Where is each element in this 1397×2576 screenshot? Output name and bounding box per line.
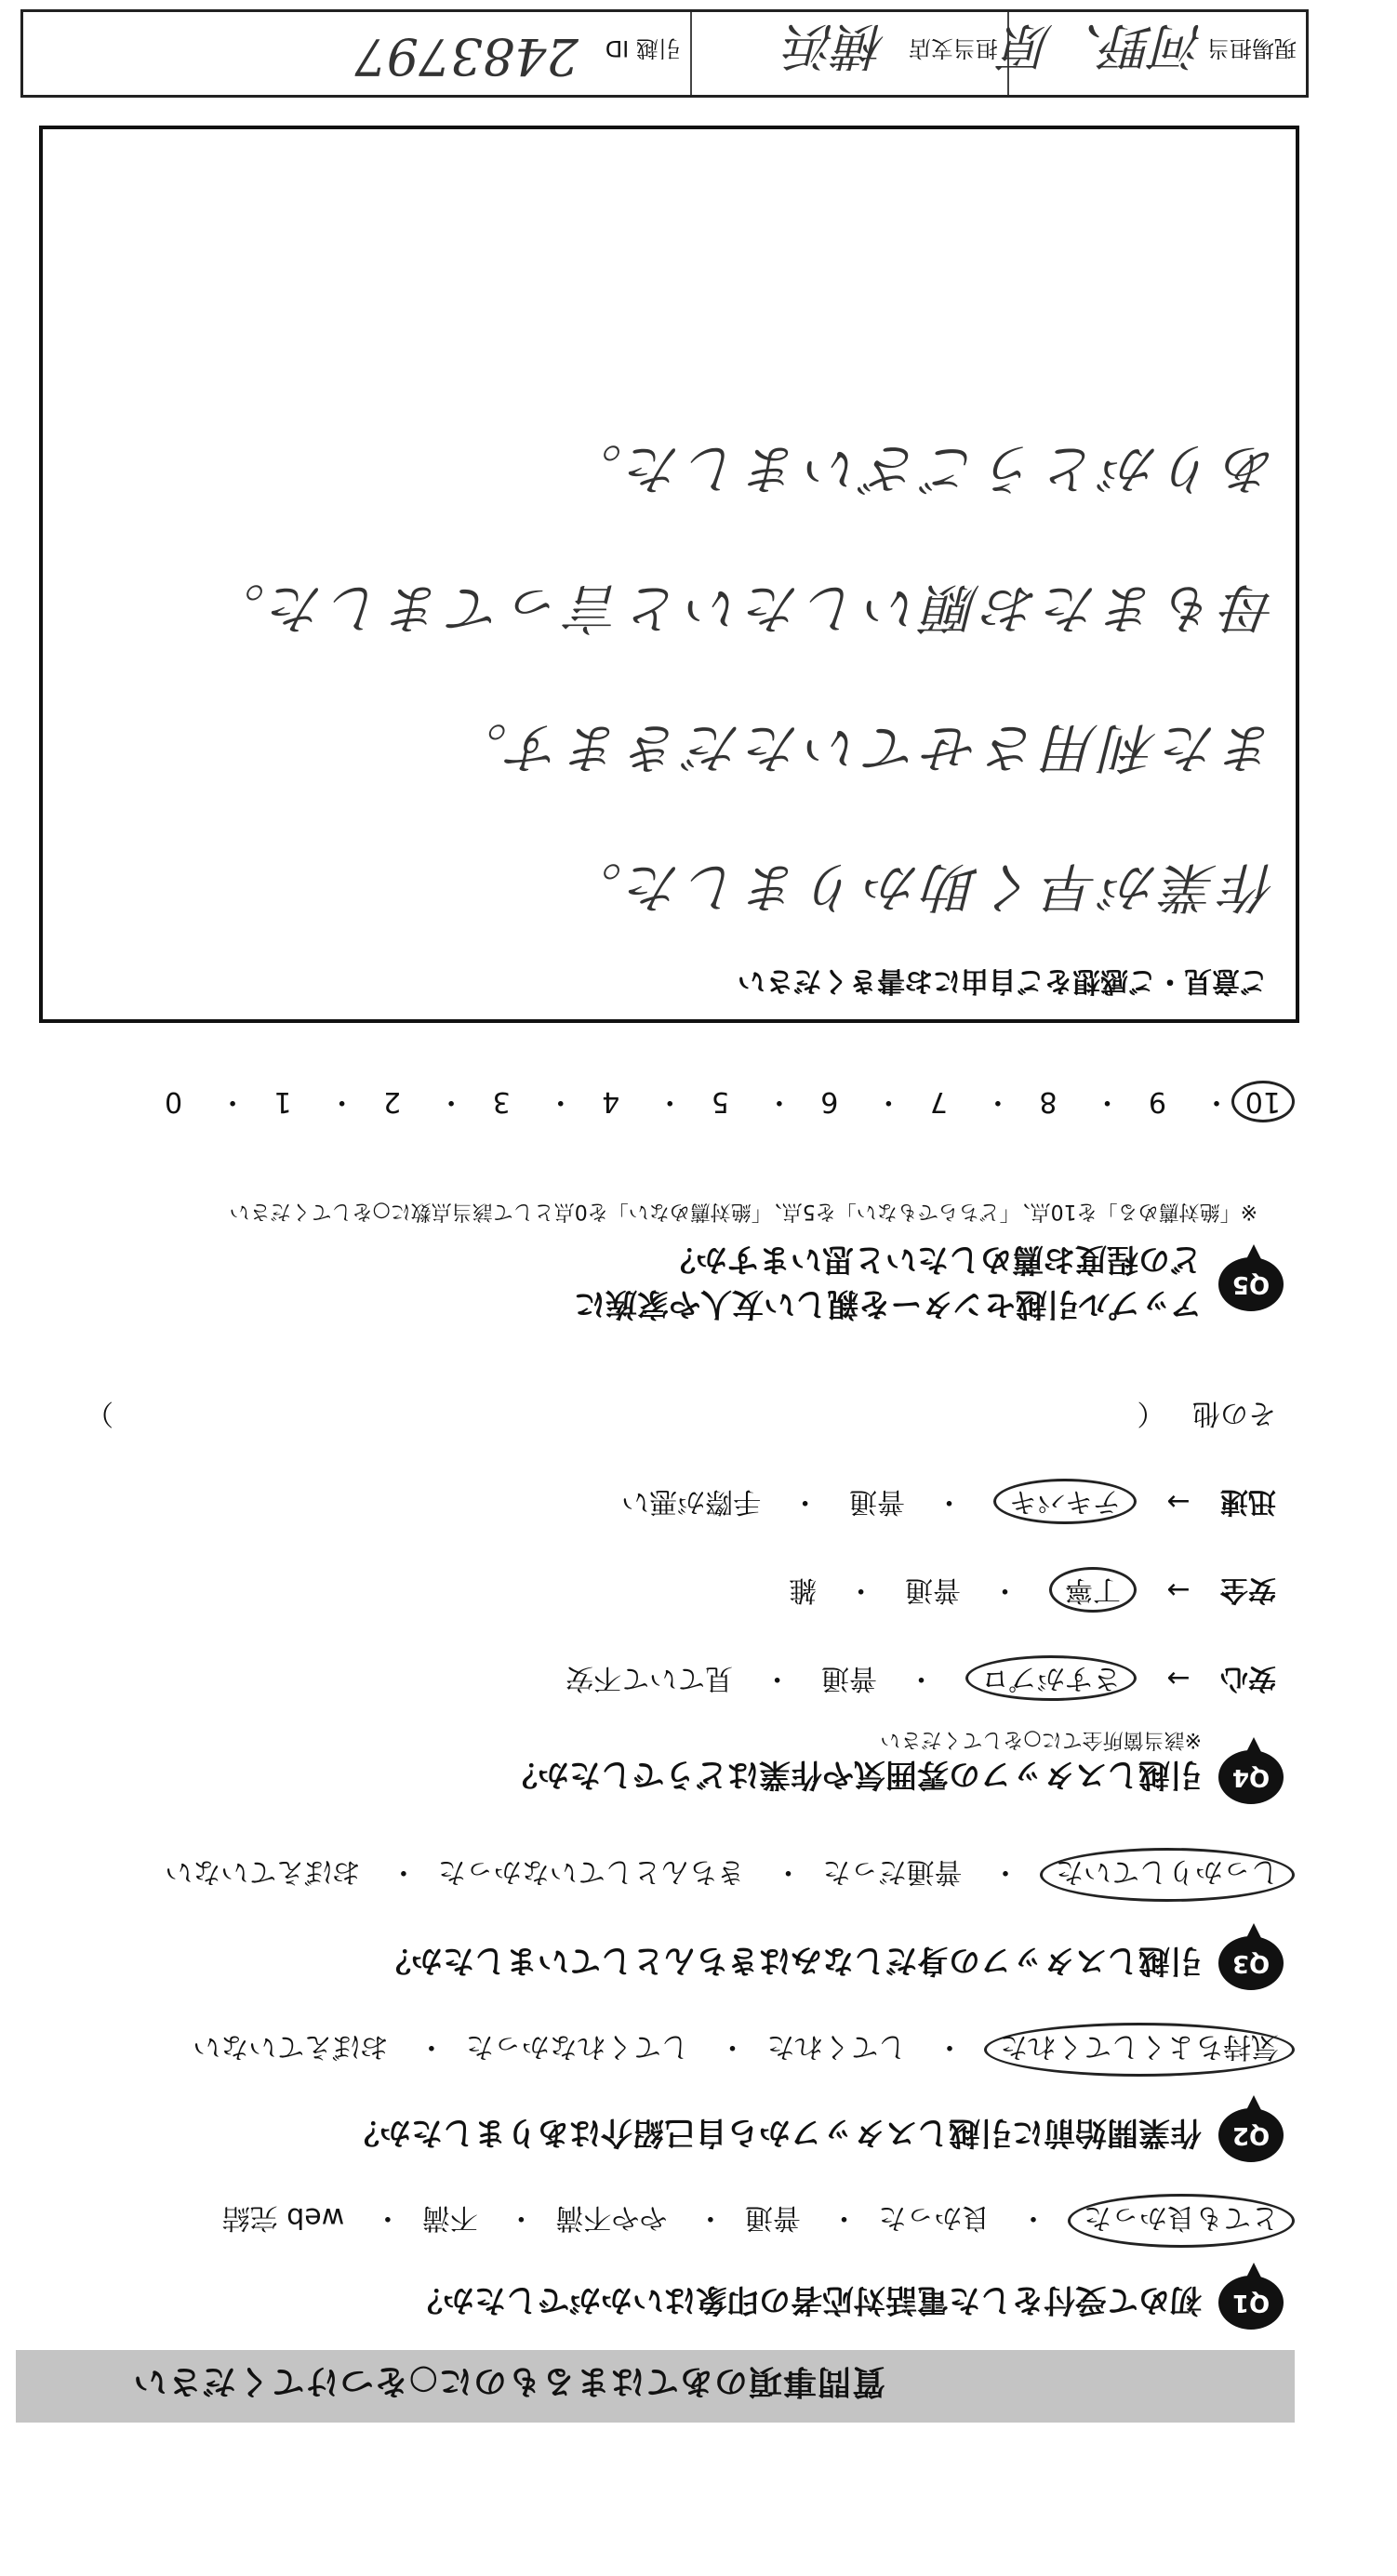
q3-options: しっかりしていた・ 普通だった・ きちんとしていなかった・ おぼえていない: [165, 1848, 1295, 1902]
q4-note: ※該当箇所全てに○をしてください: [880, 1728, 1202, 1751]
q3-option-3[interactable]: きちんとしていなかった: [437, 1855, 745, 1888]
arrow-right-icon: →: [1166, 1573, 1191, 1606]
comments-box[interactable]: [39, 126, 1299, 1023]
comment-line-2: また利用させていただきます。: [447, 716, 1277, 779]
q4-anshin-option-2[interactable]: 普通: [821, 1662, 878, 1694]
branch-value: 横浜: [785, 17, 886, 75]
q1-text: 初めて受付をした電話対応者の印象はいかがでしたか？: [411, 2281, 1202, 2318]
id-row: [20, 9, 1309, 98]
arrow-right-icon: →: [1166, 1662, 1191, 1694]
q4-jinsoku-option-2[interactable]: 普通: [849, 1485, 906, 1518]
q4-anzen-option-1[interactable]: 丁寧: [1049, 1567, 1137, 1613]
q4-other-open: （: [1137, 1397, 1165, 1429]
q2-option-2[interactable]: してくれた: [766, 2030, 907, 2063]
q4-badge-icon: Q4: [1218, 1750, 1284, 1804]
q5-score-1[interactable]: 1: [273, 1085, 292, 1118]
q3-option-2[interactable]: 普通だった: [822, 1855, 963, 1888]
q1-option-5[interactable]: 不満: [421, 2201, 478, 2234]
q5-score-7[interactable]: 7: [929, 1085, 948, 1118]
q5-score-9[interactable]: 9: [1148, 1085, 1166, 1118]
q4-other-label: その他: [1192, 1397, 1276, 1429]
q5-note: ※「絶対薦める」を10点、「どちらでもない」を5点、「絶対薦めない」を0点として該当点数に○をしてください: [229, 1200, 1257, 1223]
arrow-right-icon: →: [1166, 1485, 1191, 1518]
q5-score-5[interactable]: 5: [711, 1085, 729, 1118]
comment-line-3: 母もまたお願いしたいと言ってました。: [205, 577, 1277, 640]
comment-line-1: 作業が早く助かりました。: [562, 856, 1277, 919]
q1-option-2[interactable]: 良かった: [878, 2201, 991, 2234]
q1-option-1[interactable]: とても良かった: [1068, 2194, 1295, 2248]
q5-badge-icon: Q5: [1218, 1257, 1284, 1311]
id-value: 2483797: [354, 27, 579, 86]
q1-badge-icon: Q1: [1218, 2276, 1284, 2330]
q3-badge-icon: Q3: [1218, 1936, 1284, 1990]
q5-score-3[interactable]: 3: [492, 1085, 511, 1118]
q2-option-4[interactable]: おぼえていない: [193, 2030, 389, 2063]
q5-score-2[interactable]: 2: [383, 1085, 402, 1118]
q4-anzen-option-2[interactable]: 普通: [905, 1573, 962, 1606]
question-4: [48, 1367, 1295, 1804]
q4-jinsoku-option-1[interactable]: テキパキ: [993, 1479, 1137, 1524]
instruction-band: [16, 2350, 1295, 2423]
q4-other-close: ）: [86, 1397, 113, 1429]
q4-anshin-option-3[interactable]: 見ていて不安: [565, 1662, 734, 1694]
q3-option-1[interactable]: しっかりしていた: [1040, 1848, 1295, 1902]
staff-cell: [1003, 12, 1306, 95]
q2-text: 作業開始前に引越しスタッフから自己紹介はありましたか？: [348, 2114, 1202, 2151]
q1-option-4[interactable]: やや不満: [555, 2201, 668, 2234]
q1-option-6[interactable]: web 完結: [221, 2201, 345, 2234]
q3-option-4[interactable]: おぼえていない: [165, 1855, 361, 1888]
q5-text-line-1: アップル引越センターを親しい友人や家族に: [574, 1285, 1202, 1322]
id-cell: [23, 12, 690, 95]
q5-score-0[interactable]: 0: [164, 1085, 183, 1118]
question-5: [48, 1125, 1295, 1330]
question-3: [48, 1841, 1295, 1990]
q1-options: とても良かった・ 良かった・ 普通・ やや不満・ 不満・ web 完結: [222, 2194, 1295, 2248]
q5-score-8[interactable]: 8: [1039, 1085, 1058, 1118]
q5-score-10[interactable]: 10: [1231, 1081, 1295, 1122]
q4-row-other: [48, 1396, 1276, 1437]
q2-options: 気持ちよくしてくれた・ してくれた・ してくれなかった・ おぼえていない: [193, 2023, 1295, 2077]
id-label: 引越 ID: [605, 35, 681, 61]
branch-cell: [690, 12, 1007, 95]
q5-score-4[interactable]: 4: [602, 1085, 620, 1118]
q4-row-anshin: 安心 → さすがプロ ・ 普通 ・ 見ていて不安: [565, 1661, 1276, 1702]
q4-row-anzen-label: 安全: [1220, 1573, 1276, 1606]
q4-text: 引越しスタッフの雰囲気や作業はどうでしたか？: [506, 1756, 1202, 1793]
q2-option-1[interactable]: 気持ちよくしてくれた: [984, 2023, 1295, 2077]
q4-anzen-option-3[interactable]: 雑: [789, 1573, 818, 1606]
q4-jinsoku-option-3[interactable]: 手際が悪い: [621, 1485, 762, 1518]
q5-text-line-2: どの程度お薦めしたいと思いますか？: [664, 1241, 1202, 1278]
question-2: [48, 2013, 1295, 2162]
q4-row-jinsoku-label: 迅速: [1220, 1485, 1276, 1518]
q2-option-3[interactable]: してくれなかった: [465, 2030, 689, 2063]
comment-line-4: ありがとうございました。: [562, 437, 1277, 500]
question-1: [48, 2181, 1295, 2330]
q4-row-jinsoku: 迅速 → テキパキ ・ 普通 ・ 手際が悪い: [621, 1484, 1276, 1525]
staff-label: 現場担当: [1207, 35, 1297, 61]
q4-anshin-option-1[interactable]: さすがプロ: [965, 1655, 1137, 1701]
q3-text: 引越しスタッフの身だしなみはきちんとしていましたか？: [379, 1942, 1202, 1979]
staff-value: 河野、原: [1003, 17, 1204, 75]
q4-row-anshin-label: 安心: [1220, 1662, 1276, 1694]
q5-scale: 10・ 9・ 8・ 7・ 6・ 5・ 4・ 3・ 2・ 1・ 0: [146, 1084, 1295, 1125]
q4-row-anzen: 安全 → 丁寧 ・ 普通 ・ 雑: [789, 1573, 1276, 1613]
instruction-text: 質問事項のあてはまるものに○をつけてください: [132, 2362, 885, 2400]
branch-label: 担当支店: [908, 35, 998, 61]
q5-score-6[interactable]: 6: [820, 1085, 839, 1118]
q2-badge-icon: Q2: [1218, 2108, 1284, 2162]
q1-option-3[interactable]: 普通: [744, 2201, 801, 2234]
comments-title: ご意見・ご感想をご自由にお書きください: [738, 964, 1268, 997]
